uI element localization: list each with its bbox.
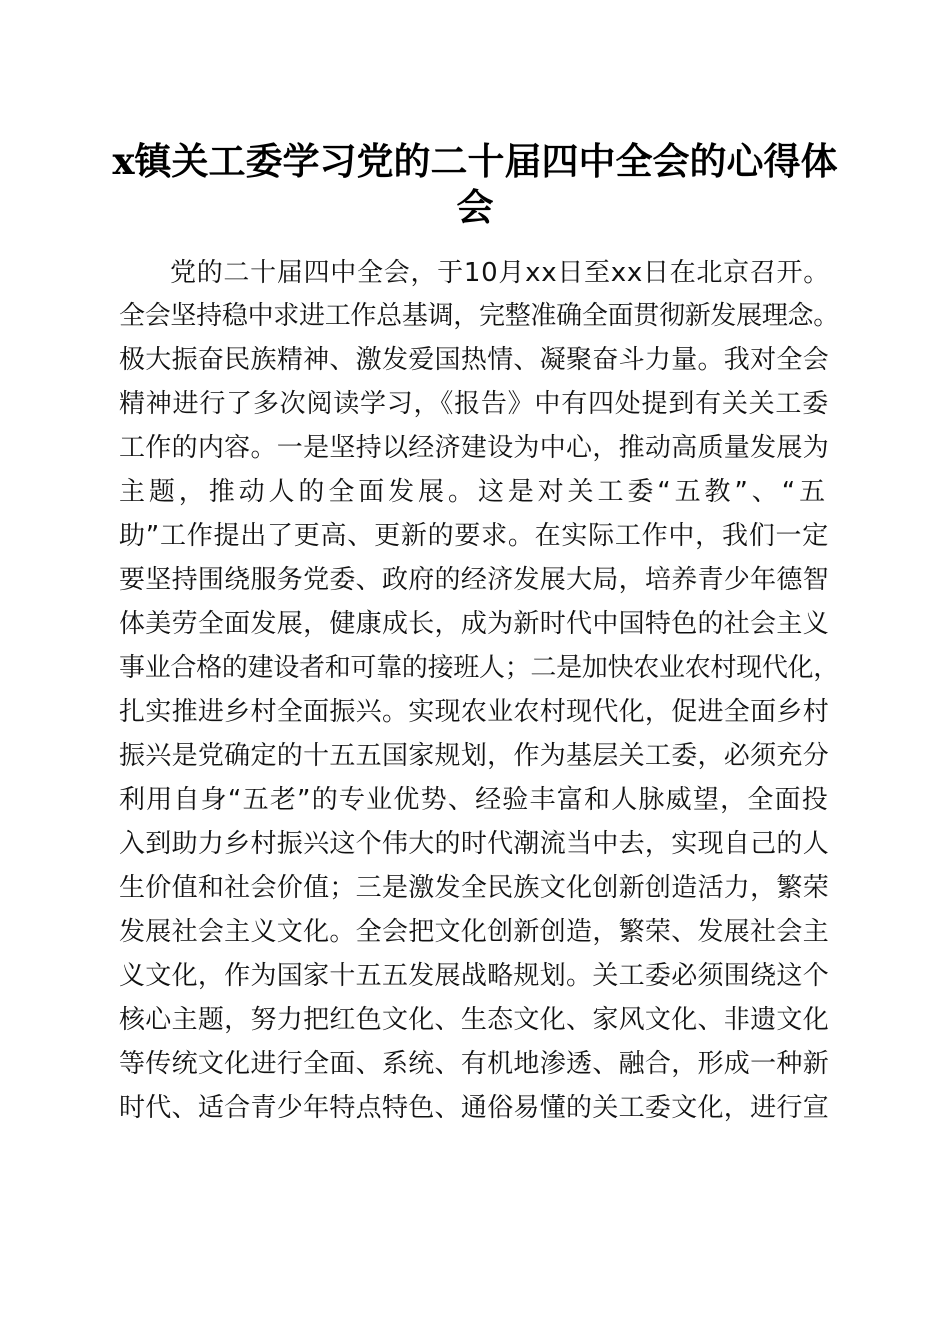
body-line-13: 利用自身“五老”的专业优势、经验丰富和人脉威望，全面投	[119, 785, 829, 815]
body-line-3: 极大振奋民族精神、激发爱国热情、凝聚奋斗力量。我对全会	[119, 345, 829, 375]
body-line-1: 党的二十届四中全会，于10月xx日至xx日在北京召开。	[170, 258, 830, 288]
body-line-9: 体美劳全面发展，健康成长，成为新时代中国特色的社会主义	[119, 609, 829, 639]
body-line-4: 精神进行了多次阅读学习，《报告》中有四处提到有关关工委	[119, 389, 829, 419]
body-line-17: 义文化，作为国家十五五发展战略规划。关工委必须围绕这个	[119, 961, 829, 991]
body-line-19: 等传统文化进行全面、系统、有机地渗透、融合，形成一种新	[119, 1049, 829, 1079]
body-line-6: 主题，推动人的全面发展。这是对关工委“五教”、“五	[119, 477, 829, 507]
document-title-line-2: 会	[456, 185, 494, 229]
body-line-16: 发展社会主义文化。全会把文化创新创造，繁荣、发展社会主	[119, 917, 829, 947]
body-line-7: 助”工作提出了更高、更新的要求。在实际工作中，我们一定	[119, 521, 829, 551]
body-line-15: 生价值和社会价值；三是激发全民族文化创新创造活力，繁荣	[119, 873, 829, 903]
body-line-2: 全会坚持稳中求进工作总基调，完整准确全面贯彻新发展理念。	[119, 301, 839, 331]
body-line-11: 扎实推进乡村全面振兴。实现农业农村现代化，促进全面乡村	[119, 697, 829, 727]
body-line-12: 振兴是党确定的十五五国家规划，作为基层关工委，必须充分	[119, 741, 829, 771]
body-line-20: 时代、适合青少年特点特色、通俗易懂的关工委文化，进行宣	[119, 1093, 829, 1123]
body-line-8: 要坚持围绕服务党委、政府的经济发展大局，培养青少年德智	[119, 565, 829, 595]
body-line-18: 核心主题，努力把红色文化、生态文化、家风文化、非遗文化	[119, 1005, 829, 1035]
document-title-line-1: x镇关工委学习党的二十届四中全会的心得体	[112, 139, 838, 183]
body-line-5: 工作的内容。一是坚持以经济建设为中心，推动高质量发展为	[119, 433, 829, 463]
body-line-14: 入到助力乡村振兴这个伟大的时代潮流当中去，实现自己的人	[119, 829, 829, 859]
body-line-10: 事业合格的建设者和可靠的接班人；二是加快农业农村现代化，	[119, 653, 839, 683]
